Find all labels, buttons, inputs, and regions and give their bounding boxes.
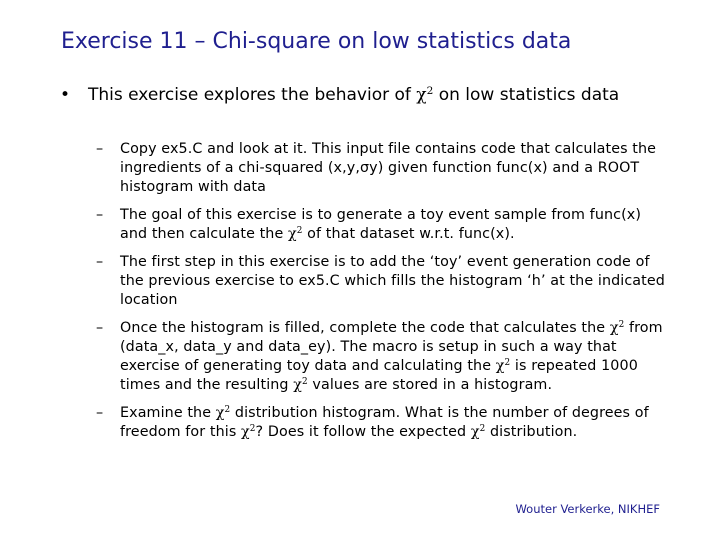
main-bullet-text: This exercise explores the behavior of $\chi^2$ on low statistics data [88, 85, 620, 105]
sub-bullet-text: Copy ex5.C and look at it. This input file contains code that calculates the ingredients of a chi-squared (x,y,σy) given function func(x) and a ROOT histogram with data [120, 141, 657, 195]
dash-marker: – [96, 320, 104, 336]
sub-bullet-complete-code [96, 319, 666, 395]
sub-bullet-text: Once the histogram is filled, complete the code that calculates the $\chi^2$ from (data_x, data_y and data_ey). The macro is setup in such a way that exercise of generating toy data and calculating the $\chi^2$ is repeated 1000 times and the resulting $\chi^2$ values are stored in a histogram. [120, 320, 663, 393]
slide-title: Exercise 11 – Chi-square on low statistics data [61, 29, 572, 54]
chi-square-symbol: $\chi^2$ [470, 424, 486, 440]
sub-bullet-first-step [96, 253, 666, 310]
sub-bullet-text: The first step in this exercise is to add the ‘toy’ event generation code of the previous exercise to ex5.C which fills the histogram ‘h’ at the indicated location [120, 254, 665, 308]
dash-marker: – [96, 254, 104, 270]
chi-square-symbol: $\chi^2$ [215, 405, 231, 421]
sub-bullet-text: Examine the $\chi^2$ distribution histogram. What is the number of degrees of freedom for this $\chi^2$? Does it follow the expected $\chi^2$ distribution. [120, 405, 649, 440]
chi-square-symbol: $\chi^2$ [288, 226, 303, 242]
sub-bullet-copy-file [96, 140, 666, 197]
chi-square-symbol: $\chi^2$ [241, 424, 256, 440]
dash-marker: – [96, 141, 104, 157]
chi-square-symbol: $\chi^2$ [495, 358, 511, 374]
sub-bullet-text: The goal of this exercise is to generate a toy event sample from func(x) and then calculate the $\chi^2$ of that dataset w.r.t. func(x). [120, 207, 642, 242]
main-bullet [60, 84, 660, 106]
dash-marker: – [96, 405, 104, 421]
bullet-marker: • [60, 85, 71, 105]
chi-square-symbol: $\chi^2$ [293, 377, 308, 393]
dash-marker: – [96, 207, 104, 223]
chi-square-symbol: $\chi^2$ [609, 320, 625, 336]
sub-bullet-examine [96, 404, 666, 442]
footer-author: Wouter Verkerke, NIKHEF [515, 502, 660, 516]
sub-bullet-list [96, 140, 666, 451]
chi-square-symbol: $\chi^2$ [416, 85, 434, 105]
sub-bullet-goal [96, 206, 666, 244]
